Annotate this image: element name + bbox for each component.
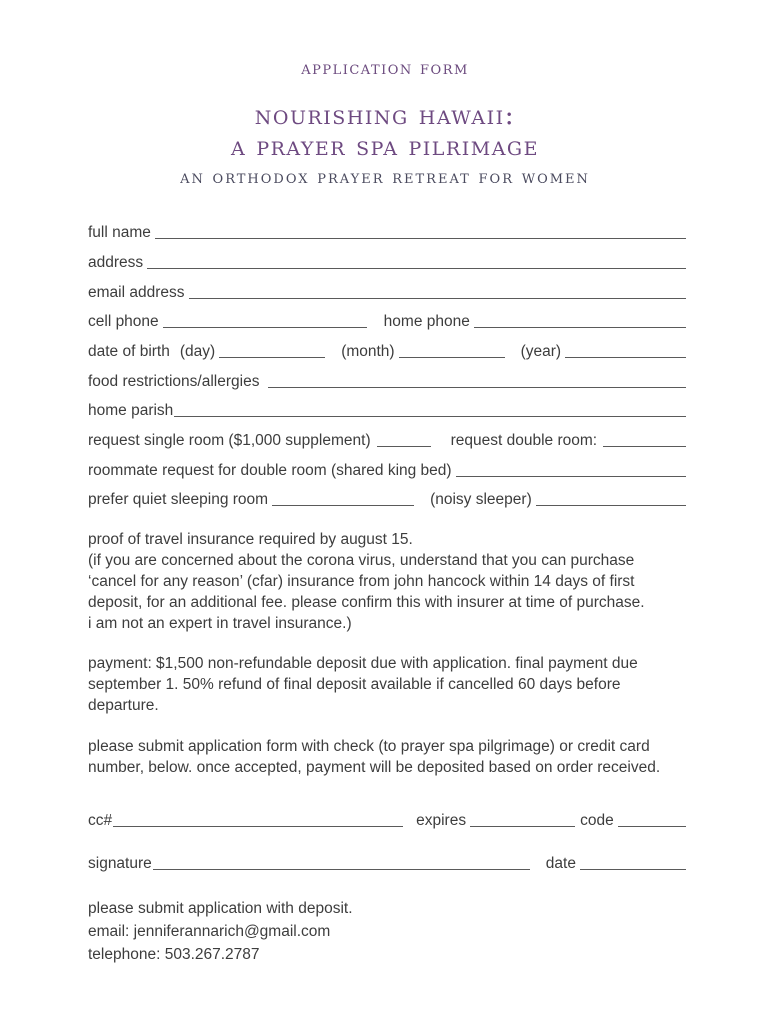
submit-line: number, below. once accepted, payment will be deposited based on order received. bbox=[88, 759, 661, 776]
dob-month-field[interactable] bbox=[399, 340, 505, 358]
cell-phone-label: cell phone bbox=[88, 313, 159, 330]
parish-label: home parish bbox=[88, 402, 174, 419]
address-field[interactable] bbox=[147, 251, 686, 269]
signature-label: signature bbox=[88, 855, 152, 872]
noisy-sleeper-field[interactable] bbox=[536, 488, 686, 506]
expires-label: expires bbox=[416, 812, 467, 829]
email-field[interactable] bbox=[189, 281, 687, 299]
signature-field[interactable] bbox=[153, 852, 530, 870]
full-name-row bbox=[88, 218, 686, 242]
dob-label: date of birth bbox=[88, 343, 170, 360]
code-field[interactable] bbox=[618, 809, 686, 827]
submit-line: please submit application form with check (to prayer spa pilgrimage) or credit card bbox=[88, 738, 650, 755]
home-phone-field[interactable] bbox=[474, 310, 686, 328]
dob-month-label: (month) bbox=[341, 343, 395, 360]
roommate-row bbox=[88, 456, 686, 480]
date-label: date bbox=[545, 855, 576, 872]
subtitle: an orthodox prayer retreat for women bbox=[180, 167, 590, 188]
title-line-1: nourishing hawaii: bbox=[254, 100, 516, 131]
dob-day-label: (day) bbox=[179, 343, 216, 360]
roommate-field[interactable] bbox=[456, 459, 686, 477]
full-name-label: full name bbox=[88, 224, 151, 241]
insurance-line: ‘cancel for any reason’ (cfar) insurance from john hancock within 14 days of first bbox=[88, 573, 635, 590]
dob-year-field[interactable] bbox=[565, 340, 686, 358]
contact-telephone[interactable]: telephone: 503.267.2787 bbox=[88, 946, 260, 963]
quiet-room-field[interactable] bbox=[272, 488, 414, 506]
food-label: food restrictions/allergies bbox=[88, 373, 260, 390]
email-label: email address bbox=[88, 284, 185, 301]
cc-label: cc# bbox=[88, 812, 113, 829]
insurance-line: (if you are concerned about the corona virus, understand that you can purchase bbox=[88, 552, 635, 569]
cc-number-field[interactable] bbox=[113, 809, 403, 827]
parish-field[interactable] bbox=[174, 399, 686, 417]
insurance-line: i am not an expert in travel insurance.) bbox=[88, 615, 352, 632]
roommate-label: roommate request for double room (shared king bed) bbox=[88, 462, 452, 479]
full-name-field[interactable] bbox=[155, 221, 686, 239]
form-label: application form bbox=[301, 58, 469, 79]
contact-email[interactable]: email: jenniferannarich@gmail.com bbox=[88, 923, 331, 940]
insurance-line: deposit, for an additional fee. please confirm this with insurer at time of purchase. bbox=[88, 594, 645, 611]
dob-row bbox=[88, 337, 686, 361]
code-label: code bbox=[580, 812, 614, 829]
room-row bbox=[88, 426, 686, 450]
parish-row bbox=[88, 396, 686, 420]
date-field[interactable] bbox=[580, 852, 686, 870]
email-row bbox=[88, 278, 686, 302]
home-phone-label: home phone bbox=[383, 313, 470, 330]
single-room-field[interactable] bbox=[377, 429, 431, 447]
payment-line: payment: $1,500 non-refundable deposit due with application. final payment due bbox=[88, 655, 638, 672]
double-room-label: request double room: bbox=[450, 432, 598, 449]
quiet-room-label: prefer quiet sleeping room bbox=[88, 491, 269, 508]
payment-line: september 1. 50% refund of final deposit available if cancelled 60 days before bbox=[88, 676, 621, 693]
insurance-paragraph bbox=[88, 529, 688, 634]
cell-phone-field[interactable] bbox=[163, 310, 367, 328]
double-room-field[interactable] bbox=[603, 429, 686, 447]
food-field[interactable] bbox=[268, 370, 686, 388]
signature-row bbox=[88, 849, 686, 873]
food-row bbox=[88, 367, 686, 391]
contact-paragraph bbox=[88, 897, 688, 966]
phone-row bbox=[88, 307, 686, 331]
submit-paragraph bbox=[88, 736, 688, 778]
address-row bbox=[88, 248, 686, 272]
credit-card-row bbox=[88, 806, 686, 830]
dob-day-field[interactable] bbox=[219, 340, 325, 358]
insurance-line: proof of travel insurance required by august 15. bbox=[88, 531, 413, 548]
noisy-sleeper-label: (noisy sleeper) bbox=[430, 491, 532, 508]
address-label: address bbox=[88, 254, 144, 271]
title-line-2: a prayer spa pilrimage bbox=[231, 131, 539, 162]
contact-line: please submit application with deposit. bbox=[88, 900, 353, 917]
payment-paragraph bbox=[88, 653, 688, 716]
expires-field[interactable] bbox=[470, 809, 575, 827]
single-room-label: request single room ($1,000 supplement) bbox=[88, 432, 371, 449]
payment-line: departure. bbox=[88, 697, 159, 714]
dob-year-label: (year) bbox=[520, 343, 562, 360]
sleeping-row bbox=[88, 485, 686, 509]
